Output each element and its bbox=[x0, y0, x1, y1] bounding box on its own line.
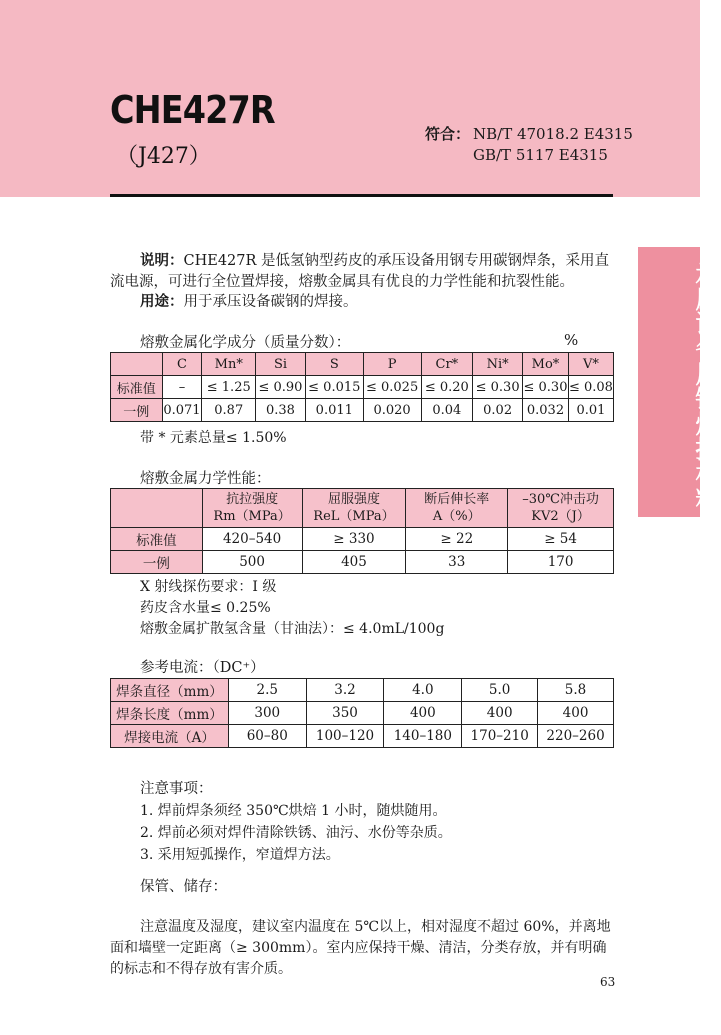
table-header-cell: C bbox=[162, 353, 202, 376]
list-item: 3. 采用短弧操作，窄道焊方法。 bbox=[140, 847, 340, 863]
table-header-cell bbox=[302, 489, 406, 528]
table-row bbox=[111, 376, 614, 399]
table-cell: 0.032 bbox=[523, 399, 569, 422]
table-cell: 400 bbox=[462, 702, 538, 725]
chemical-composition-table bbox=[110, 352, 614, 422]
storage-title: 保管、储存： bbox=[140, 879, 227, 895]
table-cell: ≥ 330 bbox=[302, 528, 406, 551]
table-cell: 3.2 bbox=[306, 679, 384, 702]
chemical-title-text: 熔敷金属化学成分 bbox=[140, 335, 256, 351]
table-cell: ≥ 22 bbox=[406, 528, 508, 551]
precautions-title: 注意事项： bbox=[140, 781, 213, 797]
table-cell: 220–260 bbox=[538, 725, 614, 748]
row-label: 标准值 bbox=[111, 376, 163, 399]
table-cell: 0.071 bbox=[162, 399, 202, 422]
table-header-cell: Ni* bbox=[473, 353, 523, 376]
header-banner bbox=[0, 0, 700, 197]
mechanical-properties-table bbox=[110, 488, 614, 574]
header-line: 屈服强度 bbox=[327, 492, 380, 507]
header-line: ReL（MPa） bbox=[313, 509, 395, 524]
description-label: 说明： bbox=[140, 253, 184, 269]
usage-text: 用于承压设备碳钢的焊接。 bbox=[183, 294, 358, 310]
current-subtitle: （DC⁺） bbox=[212, 660, 265, 676]
table-cell: 0.02 bbox=[473, 399, 523, 422]
table-cell: ≤ 0.20 bbox=[421, 376, 473, 399]
page-number: 63 bbox=[600, 975, 616, 989]
header-divider bbox=[110, 194, 613, 197]
table-cell: 100–120 bbox=[306, 725, 384, 748]
chemical-subtitle: （质量分数）： bbox=[256, 335, 351, 351]
table-header-row bbox=[111, 353, 614, 376]
storage-paragraph: 注意温度及湿度，建议室内温度在 5℃以上，相对湿度不超过 60%，并离地面和墙壁一定距离（≥ 300mm）。室内应保持干燥、清洁，分类存放，并有明确的标志和不得存放有害介质。 bbox=[110, 919, 611, 977]
row-label: 焊条直径（mm） bbox=[111, 679, 229, 702]
table-cell: 500 bbox=[202, 551, 302, 574]
description-paragraph bbox=[110, 251, 615, 293]
reference-current-table bbox=[110, 678, 614, 748]
table-cell: ≥ 54 bbox=[508, 528, 614, 551]
table-row bbox=[111, 725, 614, 748]
table-row bbox=[111, 399, 614, 422]
table-cell: 170–210 bbox=[462, 725, 538, 748]
table-cell: ≤ 0.30 bbox=[473, 376, 523, 399]
list-item: 1. 焊前焊条须经 350℃烘焙 1 小时，随烘随用。 bbox=[140, 803, 447, 819]
header-line: 断后伸长率 bbox=[424, 492, 490, 507]
table-header-cell: V* bbox=[568, 353, 613, 376]
header-line: Rm（MPa） bbox=[213, 509, 291, 524]
table-cell: ≤ 0.015 bbox=[305, 376, 363, 399]
table-header-cell bbox=[111, 489, 203, 528]
table-row bbox=[111, 551, 614, 574]
table-cell: 0.87 bbox=[202, 399, 256, 422]
table-cell: 405 bbox=[302, 551, 406, 574]
table-header-row bbox=[111, 489, 614, 528]
mechanical-note-line: 熔敷金属扩散氢含量（甘油法）：≤ 4.0mL/100g bbox=[140, 621, 445, 637]
precautions-list bbox=[140, 800, 452, 866]
table-cell: 400 bbox=[538, 702, 614, 725]
table-row bbox=[111, 679, 614, 702]
table-header-cell: Mn* bbox=[202, 353, 256, 376]
table-cell: 2.5 bbox=[228, 679, 306, 702]
table-header-cell bbox=[508, 489, 614, 528]
table-cell: 0.04 bbox=[421, 399, 473, 422]
table-header-cell bbox=[111, 353, 163, 376]
table-cell: 0.38 bbox=[256, 399, 306, 422]
row-label: 焊条长度（mm） bbox=[111, 702, 229, 725]
table-cell: ≤ 0.08 bbox=[568, 376, 613, 399]
chemical-note: 带 * 元素总量≤ 1.50% bbox=[140, 430, 287, 446]
table-cell: 4.0 bbox=[384, 679, 462, 702]
table-cell: 0.011 bbox=[305, 399, 363, 422]
header-line: KV2（J） bbox=[531, 509, 590, 524]
description-text: CHE427R 是低氢钠型药皮的承压设备用钢专用碳钢焊条，采用直流电源，可进行全位置焊接，熔敷金属具有优良的力学性能和抗裂性能。 bbox=[110, 253, 610, 290]
mechanical-note-line: X 射线探伤要求：I 级 bbox=[140, 579, 277, 595]
mechanical-notes bbox=[140, 577, 444, 640]
table-row bbox=[111, 528, 614, 551]
table-cell: 300 bbox=[228, 702, 306, 725]
header-line: 抗拉强度 bbox=[226, 492, 279, 507]
current-section-title bbox=[140, 656, 265, 677]
current-title-text: 参考电流： bbox=[140, 660, 213, 676]
side-category-tab bbox=[638, 247, 721, 517]
list-item: 2. 焊前必须对焊件清除铁锈、油污、水份等杂质。 bbox=[140, 825, 452, 841]
table-cell: 5.8 bbox=[538, 679, 614, 702]
standard-item: NB/T 47018.2 E4315 bbox=[473, 125, 633, 143]
usage-paragraph bbox=[140, 292, 610, 313]
standard-item: GB/T 5117 E4315 bbox=[473, 146, 608, 164]
product-code: CHE427R bbox=[110, 88, 275, 132]
side-category-label: 承压设备用钢焊接材料 bbox=[692, 261, 721, 511]
table-cell: – bbox=[162, 376, 202, 399]
table-header-cell bbox=[202, 489, 302, 528]
table-header-cell: Si bbox=[256, 353, 306, 376]
row-label: 一例 bbox=[111, 551, 203, 574]
table-header-cell: Mo* bbox=[523, 353, 569, 376]
product-alias: （J427） bbox=[116, 144, 211, 169]
table-cell: 33 bbox=[406, 551, 508, 574]
chemical-unit: % bbox=[564, 331, 579, 349]
row-label: 标准值 bbox=[111, 528, 203, 551]
table-cell: 140–180 bbox=[384, 725, 462, 748]
standards-block bbox=[425, 124, 633, 166]
table-cell: 400 bbox=[384, 702, 462, 725]
table-cell: 170 bbox=[508, 551, 614, 574]
table-header-cell: S bbox=[305, 353, 363, 376]
standards-label: 符合： bbox=[425, 125, 471, 143]
chemical-section-title bbox=[140, 331, 350, 352]
table-header-cell: Cr* bbox=[421, 353, 473, 376]
table-cell: 420–540 bbox=[202, 528, 302, 551]
mechanical-note-line: 药皮含水量≤ 0.25% bbox=[140, 600, 271, 616]
row-label: 一例 bbox=[111, 399, 163, 422]
table-header-cell bbox=[406, 489, 508, 528]
table-cell: 0.020 bbox=[363, 399, 421, 422]
table-cell: 350 bbox=[306, 702, 384, 725]
table-cell: 0.01 bbox=[568, 399, 613, 422]
header-line: –30℃冲击功 bbox=[522, 492, 599, 507]
table-header-cell: P bbox=[363, 353, 421, 376]
table-cell: ≤ 0.025 bbox=[363, 376, 421, 399]
header-line: A（%） bbox=[432, 509, 481, 524]
table-cell: 60–80 bbox=[228, 725, 306, 748]
mechanical-section-title: 熔敷金属力学性能： bbox=[140, 471, 271, 487]
table-cell: 5.0 bbox=[462, 679, 538, 702]
table-cell: ≤ 1.25 bbox=[202, 376, 256, 399]
table-cell: ≤ 0.30 bbox=[523, 376, 569, 399]
usage-label: 用途： bbox=[140, 294, 184, 310]
row-label: 焊接电流（A） bbox=[111, 725, 229, 748]
table-row bbox=[111, 702, 614, 725]
table-cell: ≤ 0.90 bbox=[256, 376, 306, 399]
